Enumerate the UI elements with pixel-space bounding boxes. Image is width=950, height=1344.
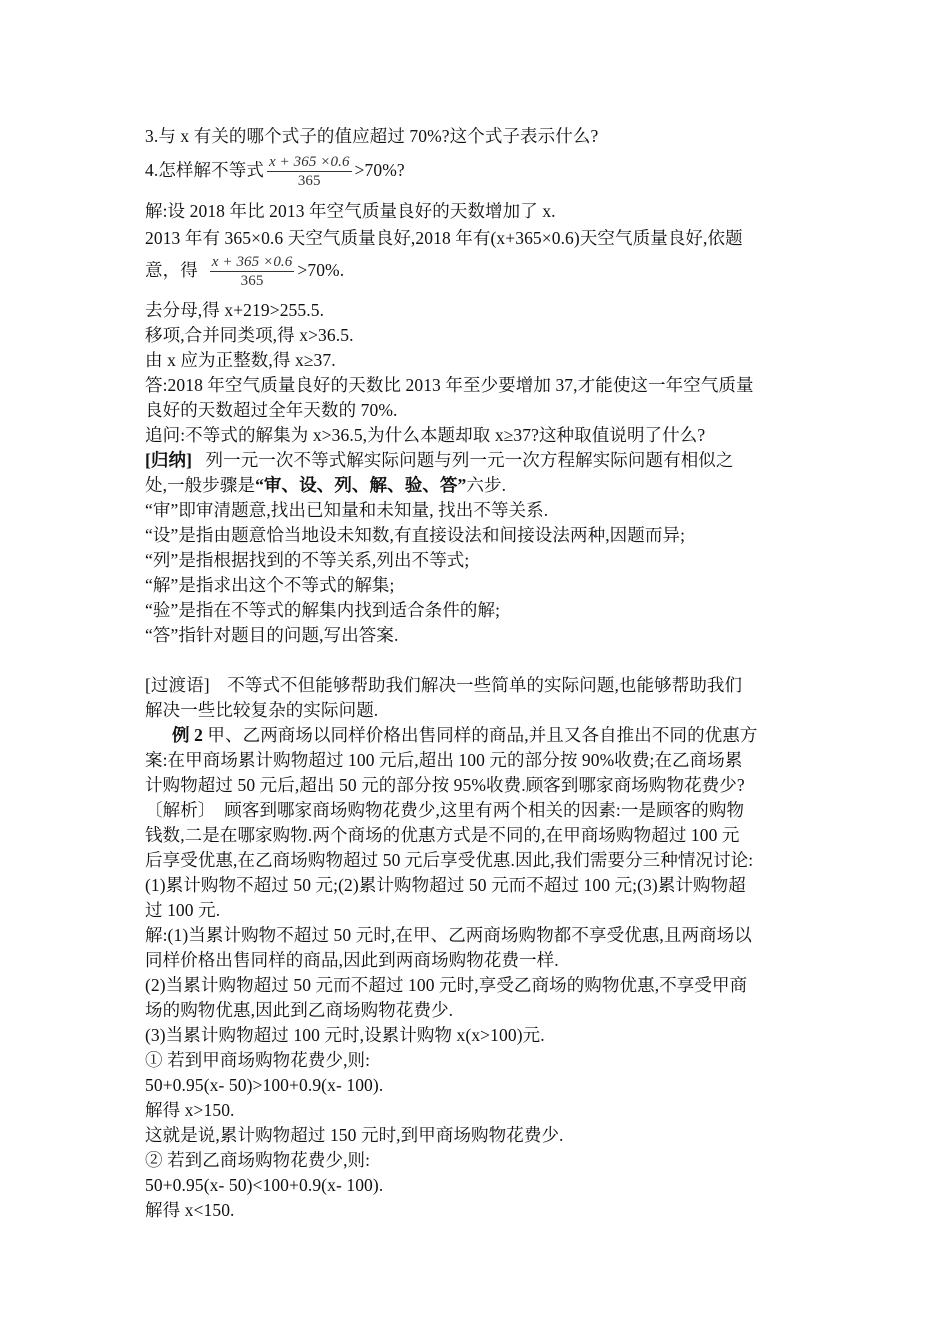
summary-tag: [归纳] — [145, 450, 193, 470]
analysis-line-1: 〔解析〕 顾客到哪家商场购物花费少,这里有两个相关的因素:一是顾客的购物 — [145, 800, 745, 820]
step-1: 去分母,得 x+219>255.5. — [145, 300, 325, 320]
solution-line-2: 2013 年有 365×0.6 天空气质量良好,2018 年有(x+365×0.6)天空气质量良好,依题 — [145, 228, 743, 248]
case-b-result: 解得 x<150. — [145, 1200, 235, 1220]
summary-text: 列一元一次不等式解实际问题与列一元一次方程解实际问题有相似之 — [205, 450, 734, 470]
case-a-inequality: 50+0.95(x- 50)>100+0.9(x- 100). — [145, 1075, 384, 1095]
example-2-label: 例 2 — [172, 725, 203, 745]
case-b-intro: ② 若到乙商场购物花费少,则: — [145, 1150, 371, 1170]
step-lie: “列”是指根据找到的不等关系,列出不等式; — [145, 550, 470, 570]
question-4-suffix: >70%? — [354, 160, 405, 180]
fraction-denominator: 365 — [297, 172, 321, 189]
summary-steps: “审、设、列、解、验、答” — [255, 475, 467, 495]
example-2-line-2: 案:在甲商场累计购物超过 100 元后,超出 100 元的部分按 90%收费;在乙商场累 — [145, 750, 743, 770]
analysis-line-5: 过 100 元. — [145, 900, 221, 920]
fraction — [210, 254, 295, 290]
question-4 — [145, 150, 405, 190]
step-da: “答”指针对题目的问题,写出答案. — [145, 625, 399, 645]
fraction-numerator: x + 365 ×0.6 — [268, 153, 350, 170]
analysis-line-3: 后享受优惠,在乙商场购物超过 50 元后享受优惠.因此,我们需要分三种情况讨论: — [145, 850, 754, 870]
example-2-line-3: 计购物超过 50 元后,超出 50 元的部分按 95%收费.顾客到哪家商场购物花费少? — [145, 775, 745, 795]
solution-case-1a: 解:(1)当累计购物不超过 50 元时,在甲、乙两商场购物都不享受优惠,且两商场以 — [145, 925, 752, 945]
solution-case-1b: 同样价格出售同样的商品,因此到两商场购物花费一样. — [145, 950, 559, 970]
summary-line-1 — [145, 448, 734, 472]
fraction-denominator: 365 — [240, 272, 264, 289]
fraction — [267, 154, 352, 190]
follow-up-question: 追问:不等式的解集为 x>36.5,为什么本题却取 x≥37?这种取值说明了什么? — [145, 425, 706, 445]
analysis-line-2: 钱数,二是在哪家购物.两个商场的优惠方式是不同的,在甲商场购物超过 100 元 — [145, 825, 740, 845]
analysis-line-4: (1)累计购物不超过 50 元;(2)累计购物超过 50 元而不超过 100 元;(3)累计购物超 — [145, 875, 746, 895]
summary-prefix: 处,一般步骤是 — [145, 475, 256, 495]
fraction-numerator: x + 365 ×0.6 — [211, 253, 293, 270]
step-3: 由 x 应为正整数,得 x≥37. — [145, 350, 336, 370]
example-2-line-1 — [172, 723, 758, 747]
case-b-inequality: 50+0.95(x- 50)<100+0.9(x- 100). — [145, 1175, 384, 1195]
question-3: 3.与 x 有关的哪个式子的值应超过 70%?这个式子表示什么? — [145, 126, 599, 146]
transition-line-2: 解决一些比较复杂的实际问题. — [145, 700, 379, 720]
step-she: “设”是指由题意恰当地设未知数,有直接设法和间接设法两种,因题而异; — [145, 525, 686, 545]
solution-case-2a: (2)当累计购物超过 50 元而不超过 100 元时,享受乙商场的购物优惠,不享受甲商 — [145, 975, 748, 995]
case-a-intro: ① 若到甲商场购物花费少,则: — [145, 1050, 371, 1070]
solution-line-3-suffix: >70%. — [297, 260, 345, 280]
step-shen: “审”即审清题意,找出已知量和未知量, 找出不等关系. — [145, 500, 549, 520]
example-2-text: 甲、乙两商场以同样价格出售同样的商品,并且又各自推出不同的优惠方 — [202, 725, 758, 745]
solution-case-2b: 场的购物优惠,因此到乙商场购物花费少. — [145, 1000, 454, 1020]
solution-line-3-prefix: 意，得 — [145, 260, 198, 280]
step-2: 移项,合并同类项,得 x>36.5. — [145, 325, 354, 345]
summary-line-2 — [145, 473, 506, 497]
transition-line-1: [过渡语] 不等式不但能够帮助我们解决一些简单的实际问题,也能够帮助我们 — [145, 675, 743, 695]
step-jie: “解”是指求出这个不等式的解集; — [145, 575, 395, 595]
case-a-conclusion: 这就是说,累计购物超过 150 元时,到甲商场购物花费少. — [145, 1125, 564, 1145]
question-4-prefix: 4.怎样解不等式 — [145, 160, 264, 180]
answer-line-1: 答:2018 年空气质量良好的天数比 2013 年至少要增加 37,才能使这一年空气质量 — [145, 375, 754, 395]
step-yan: “验”是指在不等式的解集内找到适合条件的解; — [145, 600, 501, 620]
solution-line-1: 解:设 2018 年比 2013 年空气质量良好的天数增加了 x. — [145, 201, 556, 221]
case-a-result: 解得 x>150. — [145, 1100, 235, 1120]
solution-case-3: (3)当累计购物超过 100 元时,设累计购物 x(x>100)元. — [145, 1025, 545, 1045]
answer-line-2: 良好的天数超过全年天数的 70%. — [145, 400, 398, 420]
summary-suffix: 六步. — [466, 475, 507, 495]
solution-line-3 — [145, 250, 344, 290]
